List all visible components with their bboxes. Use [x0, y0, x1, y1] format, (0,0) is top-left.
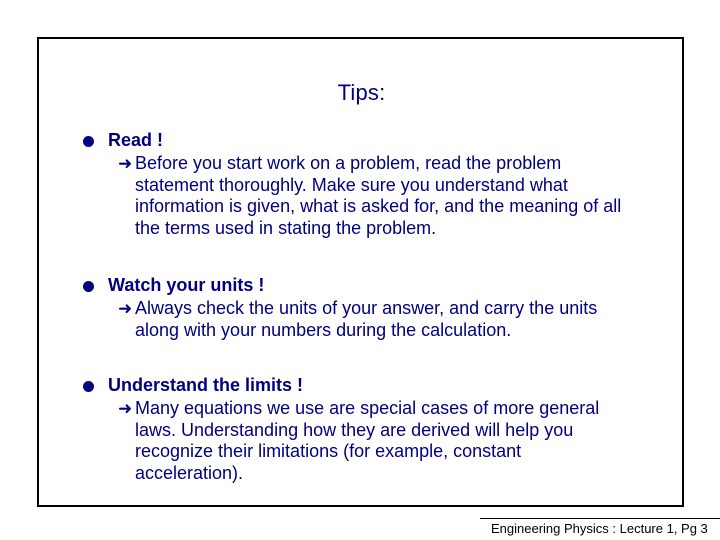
tip-heading-text: Read ! [108, 130, 164, 150]
tip-body [80, 298, 615, 341]
tip-heading [80, 128, 660, 152]
tip-body [80, 153, 635, 239]
tip-heading-text: Watch your units ! [108, 275, 265, 295]
bullet-icon [83, 136, 94, 147]
bullet-icon [83, 381, 94, 392]
tip-heading [80, 373, 660, 397]
tip-units [80, 273, 660, 341]
bullet-icon [83, 281, 94, 292]
arrow-icon: ➜ [118, 299, 133, 318]
tip-body-text: Many equations we use are special cases of more general laws. Understanding how they are derived will help you recognize their limitations (for example, constant acceleration). [135, 398, 600, 483]
tip-heading-text: Understand the limits ! [108, 375, 304, 395]
arrow-icon: ➜ [118, 154, 133, 173]
arrow-icon: ➜ [118, 399, 133, 418]
tip-body-text: Always check the units of your answer, and carry the units along with your numbers during the calculation. [135, 298, 598, 340]
slide-title: Tips: [337, 80, 386, 105]
tip-limits [80, 373, 660, 484]
tip-body [80, 398, 630, 484]
tip-body-text: Before you start work on a problem, read the problem statement thoroughly. Make sure you understand what information is given, what is asked for, and the meaning of all the terms used in stating the problem. [135, 153, 622, 238]
tip-read [80, 128, 660, 239]
tip-heading [80, 273, 660, 297]
slide-footer: Engineering Physics : Lecture 1, Pg 3 [480, 518, 720, 540]
